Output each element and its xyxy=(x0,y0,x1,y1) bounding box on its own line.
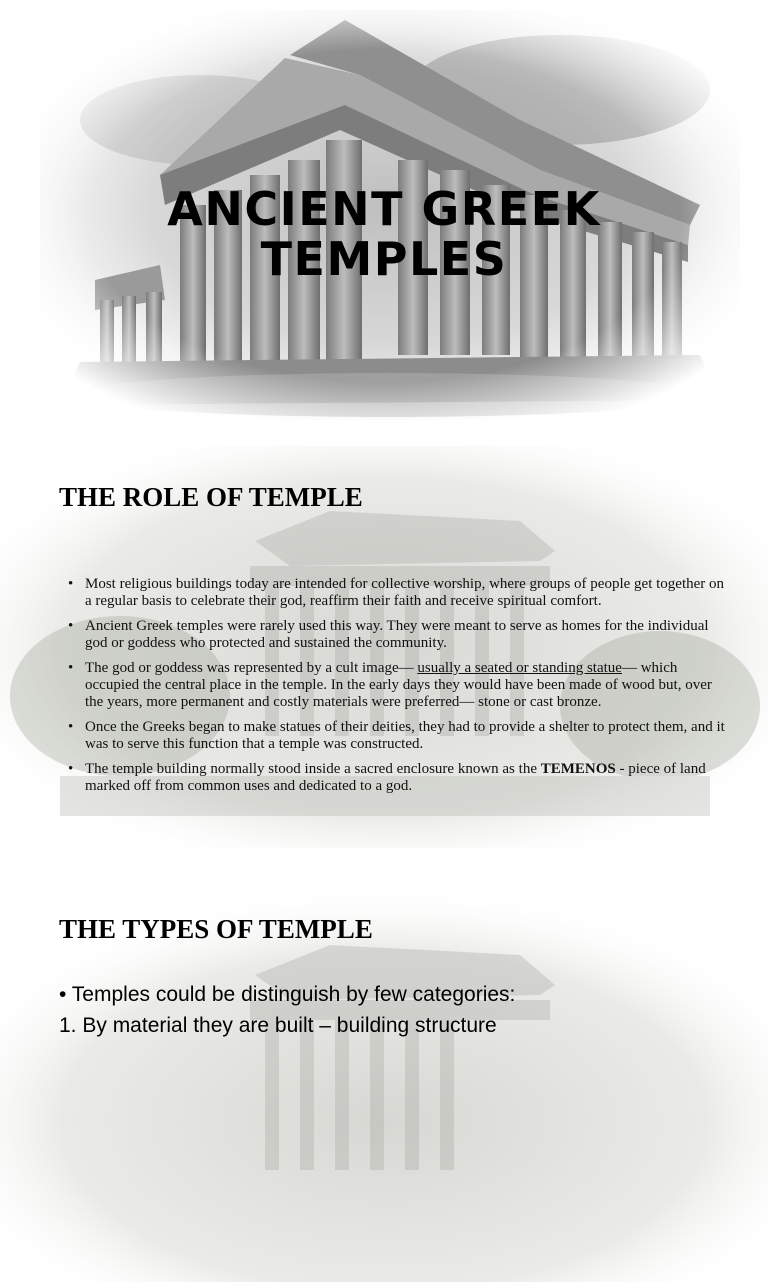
bullet-text: The temple building normally stood inside a sacred enclosure known as the xyxy=(85,761,541,777)
bullet-text: - piece of land marked off from common uses and dedicated to a god. xyxy=(85,761,706,794)
bold-term: TEMENOS xyxy=(540,761,616,777)
bullet-text: — which occupied the central place in the temple. In the early days they would have been made of wood but, over the years, more permanent and costly materials were preferred— stone or cast bronze. xyxy=(85,660,712,710)
types-intro-text: • Temples could be distinguish by few categories: xyxy=(59,983,516,1006)
slide-heading: THE ROLE OF TEMPLE xyxy=(59,482,363,512)
types-list-item-1: 1. By material they are built – building structure xyxy=(59,1014,497,1037)
list-item: • Ancient Greek temples were rarely used this way. They were meant to serve as homes for the individual god or goddess who protected and sustained the community. xyxy=(59,618,727,652)
title-line-2: TEMPLES xyxy=(260,232,508,286)
list-item: • Once the Greeks began to make statues of their deities, they had to provide a shelter to protect them, and it was to serve this function that a temple was constructed. xyxy=(59,719,727,753)
presentation-title xyxy=(0,184,768,284)
list-item: • Most religious buildings today are intended for collective worship, where groups of people get together on a regular basis to celebrate their god, reaffirm their faith and receive spiritual comfort. xyxy=(59,576,727,610)
role-of-temple-slide xyxy=(0,446,768,848)
underlined-text: usually a seated or standing statue xyxy=(417,660,622,676)
slide-heading: THE TYPES OF TEMPLE xyxy=(59,914,373,944)
list-item xyxy=(59,660,727,711)
title-line-1: ANCIENT GREEK xyxy=(167,182,601,236)
bullet-text: The god or goddess was represented by a cult image— xyxy=(85,660,418,676)
title-slide xyxy=(0,0,768,432)
list-item xyxy=(59,761,727,795)
types-of-temple-slide xyxy=(0,880,768,1037)
bullet-list xyxy=(59,576,727,803)
